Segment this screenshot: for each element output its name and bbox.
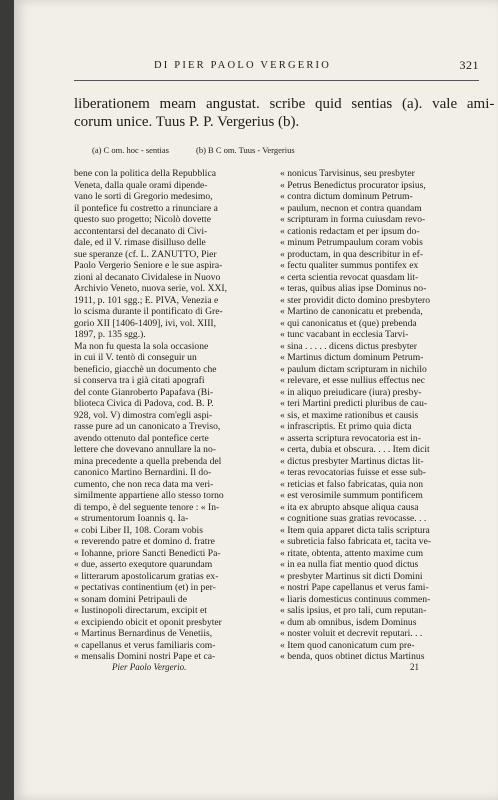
book-page bbox=[14, 0, 498, 800]
column-line: « sonam domini Petripauli de bbox=[74, 593, 187, 605]
column-line: « productam, in qua describitur in ef- bbox=[280, 248, 424, 260]
column-line: avendo ottenuto dal pontefice certe bbox=[74, 432, 209, 444]
column-line: vano le sorti di Gregorio medesimo, bbox=[74, 191, 213, 202]
column-line: « nostri Pape capellanus et verus fami- bbox=[280, 582, 429, 593]
column-line: « liaris domesticus continuus commen- bbox=[280, 593, 431, 605]
column-line: Archivio Veneto, nuova serie, vol. XXI, bbox=[74, 283, 228, 294]
critical-apparatus bbox=[92, 145, 472, 155]
column-line: dale, ed il V. rimase disilluso delle bbox=[74, 237, 206, 248]
column-line: Paolo Vergerio Seniore e le sue aspira- bbox=[74, 260, 223, 271]
column-line: « Martino de canonicatu et prebenda, bbox=[280, 306, 423, 317]
column-line: « Iohanne, priore Sancti Benedicti Pa- bbox=[74, 547, 221, 559]
column-line: « Item quia apparet dicta talis scriptura bbox=[280, 524, 430, 536]
column-line: « teras revocatorias fuisse et esse sub- bbox=[280, 467, 426, 478]
column-line: « strumentorum Ioannis q. Ia- bbox=[74, 513, 189, 524]
column-line: « scripturam in forma cuiusdam revo- bbox=[280, 214, 426, 225]
column-line: canonico Martino Bernardini. Il do- bbox=[74, 467, 212, 478]
header-rule bbox=[74, 80, 479, 81]
column-line: « certa scientia revocat quasdam lit- bbox=[280, 271, 419, 283]
column-line: « litterarum apostolicarum gratias ex- bbox=[74, 570, 219, 582]
column-line: « ita ex abrupto absque aliqua causa bbox=[280, 501, 419, 513]
column-line: « Petrus Benedictus procurator ipsius, bbox=[280, 179, 426, 191]
column-line: « fectu qualiter summus pontifex ex bbox=[280, 260, 419, 271]
column-line: « qui canonicatus et (que) prebenda bbox=[280, 317, 417, 329]
column-line: 1897, p. 135 sgg.). bbox=[74, 329, 146, 340]
column-line: del conte Gianroberto Papafava (Bi- bbox=[74, 386, 214, 398]
column-line: Veneta, dalla quale orami dipende- bbox=[74, 179, 208, 191]
column-line: in cui il V. tentò di conseguir un bbox=[74, 352, 197, 363]
column-line: « teras, quibus alias ipse Dominus no- bbox=[280, 283, 427, 294]
column-line: « infrascriptis. Et primo quia dicta bbox=[280, 421, 412, 432]
column-line: « dictus presbyter Martinus dictas lit- bbox=[280, 455, 424, 467]
commentary-left-column bbox=[74, 168, 270, 663]
column-line: « presbyter Martinus sit dicti Domini bbox=[280, 570, 423, 582]
variant-note-a: (a) C om. hoc - sentias bbox=[92, 145, 169, 155]
column-line: « cobi Liber II, 108. Coram vobis bbox=[74, 524, 203, 536]
column-line: « salis ipsius, et pro tali, cum reputan- bbox=[280, 605, 427, 616]
running-title: DI PIER PAOLO VERGERIO bbox=[154, 60, 332, 71]
column-line: si conserva tra i già citati apografi bbox=[74, 375, 205, 386]
column-line: « excipiendo obicit et oponit presbyter bbox=[74, 616, 222, 628]
column-line: « teri Martini predicti pluribus de cau- bbox=[280, 398, 428, 409]
column-line: gorio XII [1406-1409], ivi, vol. XIII, bbox=[74, 317, 217, 329]
column-line: questo suo progetto; Nicolò dovette bbox=[74, 214, 211, 225]
column-line: di tempo, è del seguente tenore : « In- bbox=[74, 501, 220, 513]
column-line: « dum ab omnibus, isdem Dominus bbox=[280, 616, 417, 628]
column-line: « in aliquo preiudicare (iura) presby- bbox=[280, 386, 422, 398]
column-line: « relevare, et esse nullius effectus nec bbox=[280, 375, 425, 386]
column-line: « mensalis Domini nostri Pape et ca- bbox=[74, 651, 216, 662]
letter-closing-line-1: liberationem meam angustat. scribe quid sentias (a). vale ami- bbox=[74, 96, 495, 112]
column-line: « ster providit dicto domino presbytero bbox=[280, 294, 431, 306]
letter-closing-line-2: corum unice. Tuus P. P. Vergerius (b). bbox=[74, 114, 300, 130]
column-line: « Martinus Bernardinus de Venetiis, bbox=[74, 628, 213, 639]
column-line: similmente appartiene allo stesso torno bbox=[74, 490, 224, 501]
column-line: sue speranze (cf. L. ZANUTTO, Pier bbox=[74, 248, 217, 260]
column-line: 928, vol. V) dimostra com'egli aspi- bbox=[74, 409, 213, 421]
column-line: « paulum, necnon et contra quandam bbox=[280, 202, 422, 214]
column-line: « benda, quos obtinet dictus Martinus bbox=[280, 651, 425, 662]
column-line: bene con la politica della Repubblica bbox=[74, 168, 216, 179]
column-line: « reverendo patre et domino d. fratre bbox=[74, 536, 215, 547]
commentary-right-column bbox=[280, 168, 480, 663]
column-line: « sina . . . . . dicens dictus presbyter bbox=[280, 340, 417, 352]
column-line: cumento, che non reca data ma veri- bbox=[74, 478, 214, 490]
column-line: « est verosimile summum pontificem bbox=[280, 490, 423, 501]
column-line: « minum Petrumpaulum coram vobis bbox=[280, 237, 423, 248]
variant-note-b: (b) B C om. Tuus - Vergerius bbox=[196, 145, 295, 155]
column-line: « cationis redactam et per ipsum do- bbox=[280, 225, 420, 237]
column-line: lo scisma durante il pontificato di Gre- bbox=[74, 306, 223, 317]
column-line: zioni al decanato Cividalese in Nuovo bbox=[74, 271, 221, 283]
column-line: Ma non fu questa la sola occasione bbox=[74, 340, 209, 352]
column-line: rasse pure ad un canonicato a Treviso, bbox=[74, 421, 221, 432]
column-line: lettere che dovevano annullare la no- bbox=[74, 444, 216, 455]
sheet-number: 21 bbox=[410, 662, 419, 672]
column-line: « cognitione suas gratias revocasse. . . bbox=[280, 513, 427, 524]
column-line: « asserta scriptura revocatoria est in- bbox=[280, 432, 421, 444]
column-line: « subreticia falso fabricata et, tacita ve- bbox=[280, 536, 432, 547]
column-line: « ritate, obtenta, attento maxime cum bbox=[280, 547, 424, 559]
column-line: 1911, p. 101 sgg.; E. PIVA, Venezia e bbox=[74, 294, 219, 306]
column-line: « nonicus Tarvisinus, seu presbyter bbox=[280, 168, 415, 179]
column-line: « contra dictum dominum Petrum- bbox=[280, 191, 413, 202]
column-line: « Item quod canonicatum cum pre- bbox=[280, 639, 415, 651]
column-line: « reticias et falso fabricatas, quia non bbox=[280, 478, 424, 490]
column-line: « certa, dubia et obscura. . . . Item dicit bbox=[280, 444, 430, 455]
column-line: « tunc vacabant in ecclesia Tarvi- bbox=[280, 329, 409, 340]
signature-line: Pier Paolo Vergerio. bbox=[112, 662, 187, 672]
column-line: « in ea nulla fiat mentio quod dictus bbox=[280, 559, 419, 570]
column-line: « capellanus et verus familiaris com- bbox=[74, 639, 216, 651]
column-line: beneficio, giacchè un documento che bbox=[74, 363, 217, 375]
column-line: « due, asserto exequtore quarundam bbox=[74, 559, 213, 570]
page-number: 321 bbox=[459, 58, 479, 72]
column-line: « paulum dictam scripturam in nichilo bbox=[280, 363, 427, 375]
column-line: « Iustinopoli directarum, excipit et bbox=[74, 605, 207, 616]
column-line: « sis, et maxime rationibus et causis bbox=[280, 409, 419, 421]
column-line: « Martinus dictum dominum Petrum- bbox=[280, 352, 424, 363]
column-line: « pectativas continentium (et) in per- bbox=[74, 582, 216, 593]
column-line: mina precedente a quella prebenda del bbox=[74, 455, 222, 467]
column-line: accontentarsi del decanato di Civi- bbox=[74, 225, 208, 237]
column-line: blioteca Civica di Padova, cod. B. P. bbox=[74, 398, 214, 409]
column-line: « noster voluit et decrevit reputari. . . bbox=[280, 628, 423, 639]
column-line: il pontefice fu costretto a rinunciare a bbox=[74, 202, 218, 214]
